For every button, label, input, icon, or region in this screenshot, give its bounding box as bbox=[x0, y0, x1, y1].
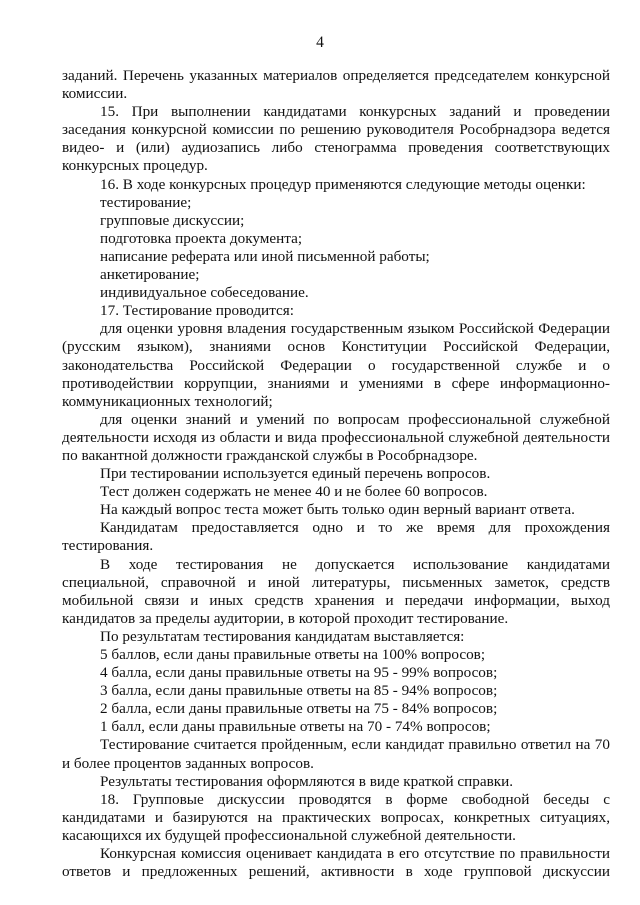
paragraph: Кандидатам предоставляется одно и то же время для прохождения тестирования. bbox=[62, 519, 610, 555]
paragraph: 3 балла, если даны правильные ответы на 85 - 94% вопросов; bbox=[100, 682, 498, 700]
paragraph: Тест должен содержать не менее 40 и не более 60 вопросов. bbox=[100, 483, 488, 501]
paragraph: для оценки уровня владения государственным языком Российской Федерации (русским языком), знаниями основ Конституции Российской Федерации, законодательства Российской Федерации о государственной службе и о противодействии коррупции, знаниями и умениями в сфере информационно-коммуникационных технологий; bbox=[62, 320, 610, 410]
page-number: 4 bbox=[316, 34, 324, 51]
paragraph: для оценки знаний и умений по вопросам профессиональной служебной деятельности исходя из области и вида профессиональной служебной деятельности по вакантной должности гражданской службы в Рособрнадзоре. bbox=[62, 410, 610, 464]
paragraph: подготовка проекта документа; bbox=[100, 229, 303, 247]
paragraph: По результатам тестирования кандидатам выставляется: bbox=[100, 627, 465, 645]
paragraph: 16. В ходе конкурсных процедур применяются следующие методы оценки: bbox=[100, 175, 586, 193]
paragraph: В ходе тестирования не допускается использование кандидатами специальной, справочной и иной литературы, письменных заметок, средств мобильной связи и иных средств хранения и передачи информации, выход кандидатов за пределы аудитории, в которой проходит тестирование. bbox=[62, 555, 610, 627]
paragraph: заданий. Перечень указанных материалов определяется председателем конкурсной комиссии. bbox=[62, 67, 610, 103]
paragraph: 5 баллов, если даны правильные ответы на 100% вопросов; bbox=[100, 646, 486, 663]
paragraph: 17. Тестирование проводится: bbox=[100, 302, 294, 320]
document-body bbox=[62, 67, 610, 881]
paragraph: При тестировании используется единый перечень вопросов. bbox=[100, 465, 491, 483]
paragraph: 15. При выполнении кандидатами конкурсных заданий и проведении заседания конкурсной комиссии по решению руководителя Рособрнадзора ведется видео- и (или) аудиозапись либо стенограмма проведения соответствующих конкурсных процедур. bbox=[62, 103, 610, 175]
paragraph: 18. Групповые дискуссии проводятся в форме свободной беседы с кандидатами и базируются на практических вопросах, конкретных ситуациях, касающихся их будущей профессиональной служебной деятельности. bbox=[62, 790, 610, 844]
paragraph: Тестирование считается пройденным, если кандидат правильно ответил на 70 и более процентов заданных вопросов. bbox=[62, 736, 610, 772]
paragraph: анкетирование; bbox=[100, 266, 200, 284]
paragraph: групповые дискуссии; bbox=[100, 211, 245, 229]
paragraph: На каждый вопрос теста может быть только один верный вариант ответа. bbox=[100, 501, 575, 519]
paragraph: тестирование; bbox=[100, 193, 192, 211]
paragraph: Конкурсная комиссия оценивает кандидата в его отсутствие по правильности ответов и предложенных решений, активности в ходе групповой дискуссии bbox=[62, 845, 610, 881]
paragraph: 1 балл, если даны правильные ответы на 70 - 74% вопросов; bbox=[100, 718, 491, 736]
paragraph: написание реферата или иной письменной работы; bbox=[100, 247, 430, 265]
paragraph: индивидуальное собеседование. bbox=[100, 284, 309, 302]
paragraph: Результаты тестирования оформляются в виде краткой справки. bbox=[100, 772, 514, 790]
paragraph: 4 балла, если даны правильные ответы на 95 - 99% вопросов; bbox=[100, 664, 498, 682]
paragraph: 2 балла, если даны правильные ответы на 75 - 84% вопросов; bbox=[100, 700, 498, 718]
